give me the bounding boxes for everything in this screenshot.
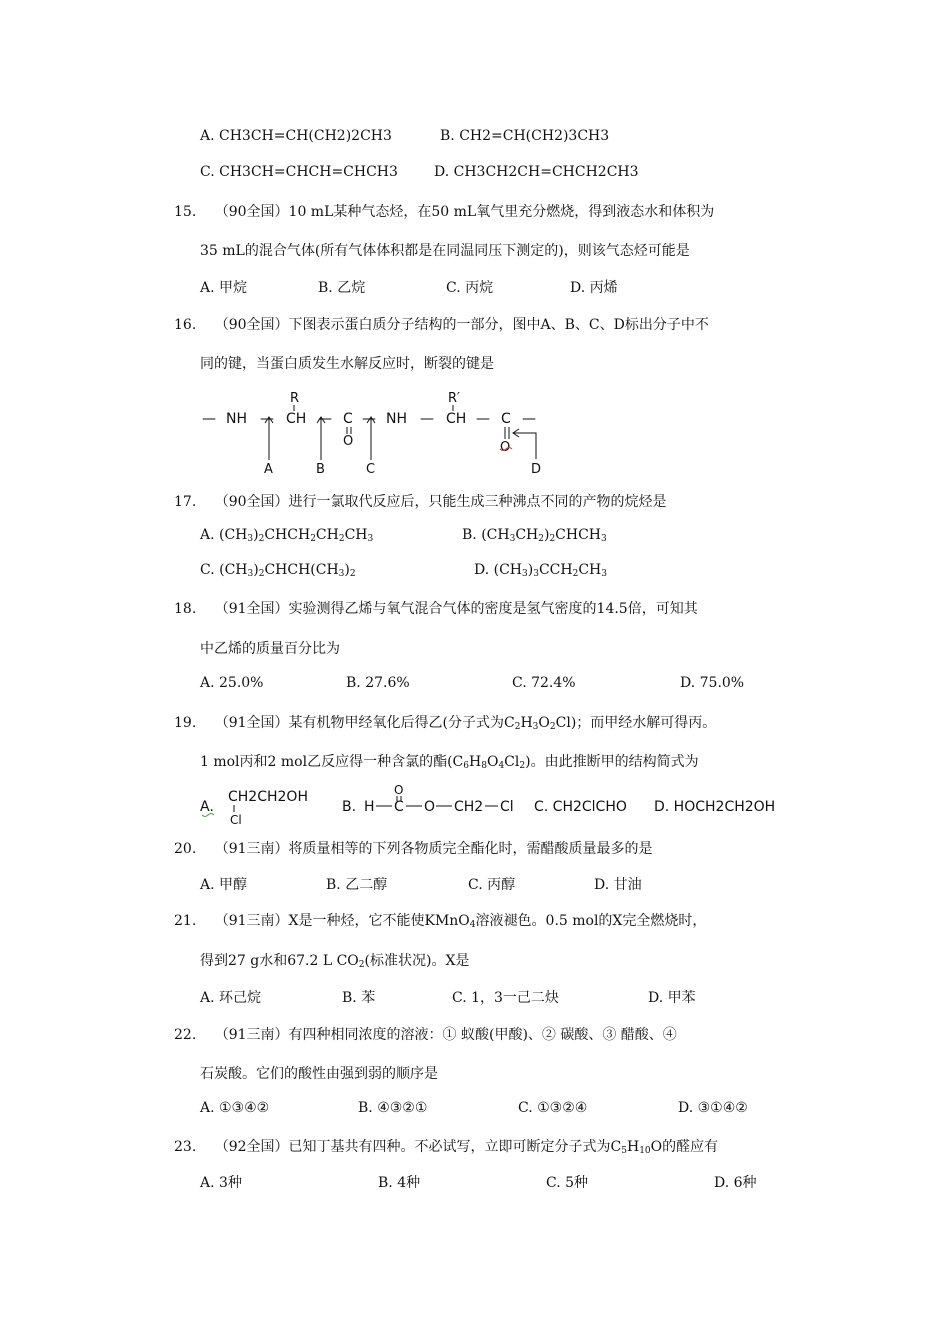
q23-option-a: A. 3种 — [200, 1175, 242, 1191]
question-text: （90全国）下图表示蛋白质分子结构的一部分，图中A、B、C、D标出分子中不 — [214, 317, 709, 333]
option-label: C. — [200, 164, 215, 180]
option-c: C. CH2ClCHO — [534, 799, 627, 815]
question-number: 20. — [174, 841, 197, 857]
dash: — — [476, 411, 490, 427]
q23-option-d: D. 6种 — [714, 1175, 757, 1191]
q21-stem-line1 — [174, 910, 706, 930]
option-b-h: H — [364, 799, 375, 815]
q20-stem-line1 — [174, 838, 653, 858]
q21-option-b: B. 苯 — [342, 990, 376, 1006]
q18-option-b: B. 27.6% — [346, 675, 410, 691]
q23-option-c: C. 5种 — [546, 1175, 589, 1191]
option-a-label: A. — [200, 799, 214, 815]
label-b: B — [316, 462, 325, 477]
dash: — — [362, 411, 376, 427]
nh-group: NH — [386, 411, 407, 427]
q20-option-b: B. 乙二醇 — [326, 877, 388, 893]
nh-group: NH — [226, 411, 247, 427]
peptide-structure-diagram — [200, 385, 560, 480]
q22-stem-line2: 石炭酸。它们的酸性由强到弱的顺序是 — [200, 1066, 438, 1082]
question-text: （90全国）进行一氯取代反应后，只能生成三种沸点不同的产物的烷烃是 — [214, 494, 667, 510]
question-text: （92全国）已知丁基共有四种。不必试写，立即可断定分子式为$C_5H_{10}O$的醛应有 — [214, 1139, 719, 1156]
q22-option-c: C. ①③②④ — [518, 1100, 588, 1116]
option-b-o: O — [424, 799, 436, 815]
q18-option-d: D. 75.0% — [680, 675, 745, 691]
question-text: （91三南）将质量相等的下列各物质完全酯化时，需醋酸质量最多的是 — [214, 841, 653, 857]
q16-stem-line1 — [174, 314, 709, 334]
option-b-c: C — [394, 799, 404, 815]
option-b-label: B. — [342, 799, 357, 815]
q18-option-a: A. 25.0% — [200, 675, 264, 691]
question-text: （91三南）X是一种烃，它不能使KMnO$_4$溶液褪色。0.5 mol的X完全燃烧时， — [214, 913, 707, 930]
question-text: （91全国）实验测得乙烯与氧气混合气体的密度是氢气密度的14.5倍，可知其 — [214, 601, 698, 617]
q17-option-d: D. $(CH_3)_3CCH_2CH_3$ — [474, 562, 607, 579]
carbon: C — [343, 411, 353, 427]
option-label: A. — [200, 128, 215, 144]
label-c: C — [366, 462, 376, 477]
q22-option-d: D. ③①④② — [678, 1100, 748, 1116]
question-text: （91全国）某有机物甲经氧化后得乙(分子式为$C_2H_3O_2Cl$)；而甲经水解可得丙。 — [214, 715, 717, 732]
q15-option-a: A. 甲烷 — [200, 280, 248, 296]
dash: — — [318, 411, 332, 427]
q18-stem-line1 — [174, 598, 698, 618]
q23-stem-line1 — [174, 1136, 718, 1156]
question-number: 23. — [174, 1139, 197, 1155]
option-text: CH3CH=CH(CH2)2CH3 — [219, 128, 392, 144]
option-d: D. HOCH2CH2OH — [654, 799, 776, 815]
ch-group: CH — [286, 411, 307, 427]
q14-option-b — [440, 128, 609, 144]
ch-group: CH — [446, 411, 467, 427]
question-number: 17. — [174, 494, 197, 510]
dash: — — [202, 411, 216, 427]
option-text: CH2=CH(CH2)3CH3 — [459, 128, 610, 144]
q17-option-c: C. $(CH_3)_2CHCH(CH_3)_2$ — [200, 562, 356, 579]
q23-option-b: B. 4种 — [378, 1175, 421, 1191]
q15-stem-line2: 35 mL的混合气体(所有气体体积都是在同温同压下测定的)，则该气态烃可能是 — [200, 243, 690, 259]
q14-option-d — [434, 164, 639, 180]
question-number: 18. — [174, 601, 197, 617]
q15-option-b: B. 乙烷 — [318, 280, 366, 296]
question-number: 22. — [174, 1027, 197, 1043]
q15-option-c: C. 丙烷 — [446, 280, 494, 296]
option-b-cl: Cl — [500, 799, 514, 815]
option-b-ch2: CH2 — [454, 799, 484, 815]
q22-option-b: B. ④③②① — [358, 1100, 428, 1116]
oxygen: O — [343, 434, 354, 449]
q14-option-a — [200, 128, 392, 144]
dash: — — [260, 411, 274, 427]
option-a-chloro: Cl — [230, 813, 242, 827]
question-number: 15. — [174, 204, 197, 220]
q22-option-a: A. ①③④② — [200, 1100, 270, 1116]
q20-option-d: D. 甘油 — [594, 877, 642, 893]
dash: — — [420, 411, 434, 427]
q19-stem-line1 — [174, 712, 716, 732]
q17-stem-line1 — [174, 491, 667, 511]
question-text: （91三南）有四种相同浓度的溶液：① 蚁酸(甲酸)、② 碳酸、③ 醋酸、④ — [214, 1027, 677, 1043]
q22-stem-line1 — [174, 1024, 677, 1044]
option-text: CH3CH2CH=CHCH2CH3 — [453, 164, 639, 180]
q20-option-a: A. 甲醇 — [200, 877, 248, 893]
q19-stem-line2: 1 mol丙和2 mol乙反应得一种含氯的酯$(C_6H_8O_4Cl_2)$。由此推断甲的结构简式为 — [200, 754, 699, 771]
q21-option-c: C. 1，3一己二炔 — [452, 990, 559, 1006]
question-number: 19. — [174, 715, 197, 731]
q17-option-b: B. $(CH_3CH_2)_2CHCH_3$ — [462, 527, 607, 544]
option-label: D. — [434, 164, 450, 180]
option-a-formula: CH2CH2OH — [228, 789, 308, 805]
option-b-o-double: O — [394, 784, 404, 797]
q18-option-c: C. 72.4% — [512, 675, 576, 691]
r-group: R — [290, 391, 300, 406]
q21-stem-line2: 得到27 g水和67.2 L $CO_2$(标准状况)。X是 — [200, 953, 470, 970]
question-number: 16. — [174, 317, 197, 333]
q15-option-d: D. 丙烯 — [570, 280, 618, 296]
carbon: C — [501, 411, 511, 427]
q21-option-a: A. 环己烷 — [200, 990, 262, 1006]
r-prime-group: R′ — [448, 391, 460, 406]
q19-options-structures — [198, 784, 798, 830]
oxygen: O — [500, 440, 511, 455]
label-d: D — [531, 462, 542, 477]
q14-option-c — [200, 164, 398, 180]
q18-stem-line2: 中乙烯的质量百分比为 — [200, 641, 340, 657]
option-text: CH3CH=CHCH=CHCH3 — [219, 164, 398, 180]
q15-stem-line1 — [174, 201, 714, 221]
q21-option-d: D. 甲苯 — [648, 990, 696, 1006]
question-number: 21. — [174, 913, 197, 929]
q16-stem-line2: 同的键，当蛋白质发生水解反应时，断裂的键是 — [200, 356, 494, 372]
q20-option-c: C. 丙醇 — [468, 877, 516, 893]
label-a: A — [264, 462, 273, 477]
question-text: （90全国）10 mL某种气态烃，在50 mL氧气里充分燃烧，得到液态水和体积为 — [214, 204, 715, 220]
q17-option-a: A. $(CH_3)_2CHCH_2CH_2CH_3$ — [200, 527, 374, 544]
option-label: B. — [440, 128, 455, 144]
dash: — — [522, 411, 536, 427]
